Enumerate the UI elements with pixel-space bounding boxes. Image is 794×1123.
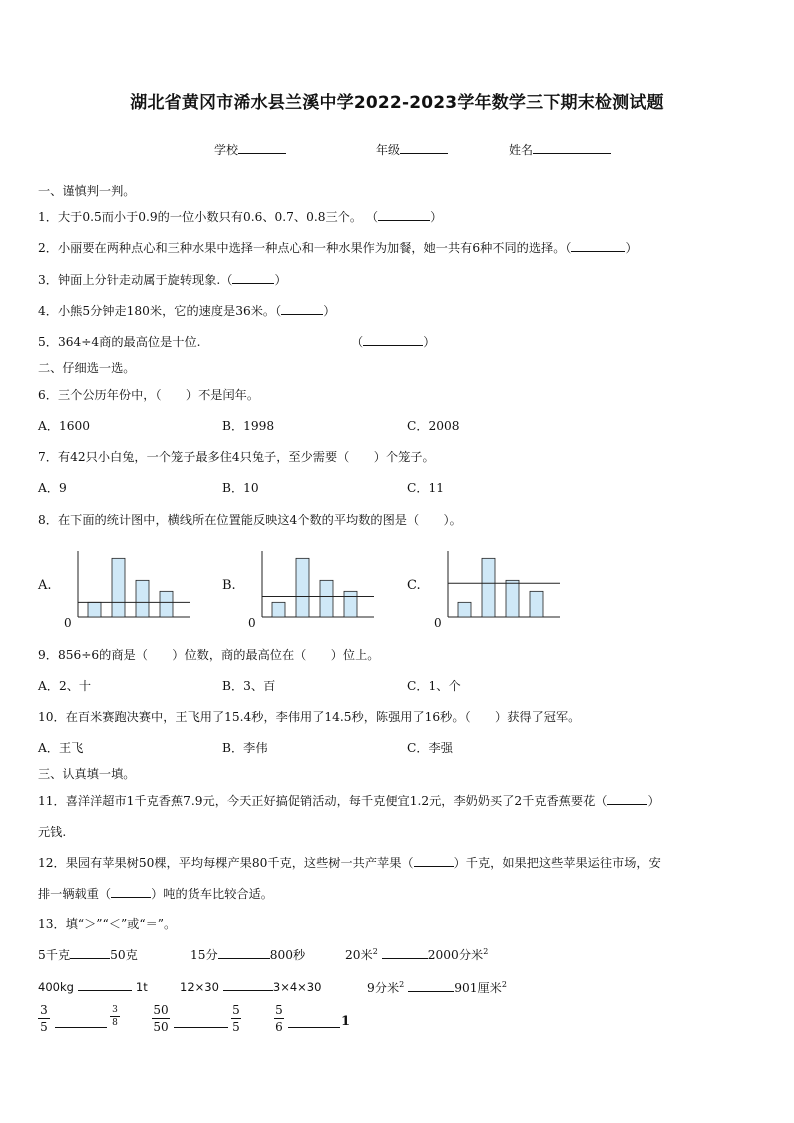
section-3-heading: 三、认真填一填。	[38, 767, 136, 781]
q10-option-a[interactable]: A．王飞	[38, 741, 84, 755]
question-9: 9．856÷6的商是（ ）位数，商的最高位在（ ）位上。	[38, 648, 380, 662]
question-4: 4．小熊5分钟走180米，它的速度是36米。（ ）	[38, 304, 336, 318]
bar-1	[272, 602, 285, 617]
bar-4	[160, 591, 173, 617]
number-one: 1	[341, 1014, 351, 1029]
answer-blank[interactable]	[414, 855, 454, 867]
answer-blank[interactable]	[363, 334, 423, 346]
q7-option-a[interactable]: A．9	[38, 481, 67, 495]
fraction-5-6: 5 6	[275, 1003, 283, 1034]
answer-blank[interactable]	[607, 793, 647, 805]
q9-option-a[interactable]: A．2、十	[38, 679, 92, 693]
fraction-3-8: 3 8	[110, 1005, 120, 1028]
origin-label: 0	[64, 616, 72, 630]
bar-4	[344, 591, 357, 617]
school-field	[214, 141, 286, 158]
q7-option-c[interactable]: C．11	[407, 481, 445, 495]
question-5: 5．364÷4商的最高位是十位.	[38, 335, 201, 349]
school-blank[interactable]	[238, 141, 286, 154]
answer-blank[interactable]	[232, 272, 274, 284]
question-3: 3．钟面上分针走动属于旋转现象.（ ）	[38, 273, 287, 287]
answer-blank[interactable]	[218, 947, 270, 959]
question-8: 8．在下面的统计图中，横线所在位置能反映这4个数的平均数的图是（ ）。	[38, 513, 462, 527]
origin-label: 0	[434, 616, 442, 630]
chart-b	[244, 545, 384, 630]
chart-a	[60, 545, 200, 630]
section-2-heading: 二、仔细选一选。	[38, 361, 136, 375]
bar-3	[506, 580, 519, 617]
question-12-cont: 排一辆载重（ ）吨的货车比较合适。	[38, 887, 273, 901]
q10-option-c[interactable]: C．李强	[407, 741, 453, 755]
bar-2	[482, 558, 495, 617]
answer-blank[interactable]	[281, 303, 323, 315]
answer-blank[interactable]	[288, 1016, 340, 1028]
bar-1	[88, 602, 101, 617]
bar-2	[112, 558, 125, 617]
compare-3: 20米$^2$ 2000分米$^2$	[345, 946, 489, 962]
answer-blank[interactable]	[223, 979, 273, 991]
name-label: 姓名	[509, 143, 534, 157]
name-field	[509, 141, 611, 158]
question-11-cont: 元钱.	[38, 825, 67, 839]
question-12: 12．果园有苹果树50棵，平均每棵产果80千克，这些树一共产苹果（ ）千克，如果把这些苹果运往市场，安	[38, 856, 661, 870]
q6-option-a[interactable]: A．1600	[38, 419, 91, 433]
section-1-heading: 一、谨慎判一判。	[38, 184, 136, 198]
question-2: 2．小丽要在两种点心和三种水果中选择一种点心和一种水果作为加餐，她一共有6种不同的选择。（ ）	[38, 241, 638, 255]
q6-option-c[interactable]: C．2008	[407, 419, 460, 433]
question-7: 7．有42只小白兔，一个笼子最多住4只兔子，至少需要（ ）个笼子。	[38, 450, 435, 464]
answer-blank[interactable]	[408, 980, 454, 992]
answer-blank[interactable]	[70, 947, 110, 959]
grade-blank[interactable]	[400, 141, 448, 154]
name-blank[interactable]	[533, 141, 611, 154]
question-13: 13．填“＞”“＜”或“＝”。	[38, 917, 177, 931]
fraction-5-5: 5 5	[232, 1003, 240, 1034]
origin-label: 0	[248, 616, 256, 630]
question-1: 1．大于0.5而小于0.9的一位小数只有0.6、0.7、0.8三个。 （ ）	[38, 210, 443, 224]
answer-blank[interactable]	[571, 240, 625, 252]
q9-option-b[interactable]: B．3、百	[222, 679, 276, 693]
bar-3	[320, 580, 333, 617]
answer-blank[interactable]	[55, 1016, 107, 1028]
q9-option-c[interactable]: C．1、个	[407, 679, 461, 693]
compare-1: 5千克 50克	[38, 948, 138, 962]
question-10: 10．在百米赛跑决赛中，王飞用了15.4秒，李伟用了14.5秒，陈强用了16秒。（ ）获得了冠军。	[38, 710, 581, 724]
q8-option-b[interactable]: B.	[222, 578, 236, 593]
grade-field	[376, 141, 448, 158]
answer-blank[interactable]	[111, 886, 151, 898]
compare-4: 400kg 1t	[38, 980, 148, 994]
q6-option-b[interactable]: B．1998	[222, 419, 275, 433]
answer-blank[interactable]	[78, 979, 132, 991]
bar-3	[136, 580, 149, 617]
compare-5: 12×30 3×4×30	[180, 980, 322, 994]
grade-label: 年级	[376, 143, 401, 157]
q7-option-b[interactable]: B．10	[222, 481, 259, 495]
fraction-50-50: 50 50	[153, 1003, 169, 1034]
fraction-3-5: 3 5	[38, 1003, 50, 1034]
bar-4	[530, 591, 543, 617]
answer-blank[interactable]	[174, 1016, 228, 1028]
q8-option-c[interactable]: C.	[407, 578, 421, 593]
compare-6: 9分米$^2$ 901厘米$^2$	[367, 979, 507, 995]
chart-c	[430, 545, 570, 630]
question-5-answer: （ ）	[351, 335, 436, 349]
q10-option-b[interactable]: B．李伟	[222, 741, 268, 755]
question-6: 6．三个公历年份中，（ ）不是闰年。	[38, 388, 260, 402]
bar-1	[458, 602, 471, 617]
question-11: 11．喜洋洋超市1千克香蕉7.9元，今天正好搞促销活动，每千克便宜1.2元，李奶奶买了2千克香蕉要花（ ）	[38, 794, 660, 808]
bar-2	[296, 558, 309, 617]
page-title: 湖北省黄冈市浠水县兰溪中学2022-2023学年数学三下期末检测试题	[130, 93, 664, 113]
q8-option-a[interactable]: A.	[38, 578, 52, 593]
compare-2: 15分 800秒	[190, 948, 306, 962]
answer-blank[interactable]	[378, 209, 430, 221]
school-label: 学校	[214, 143, 239, 157]
answer-blank[interactable]	[382, 947, 428, 959]
